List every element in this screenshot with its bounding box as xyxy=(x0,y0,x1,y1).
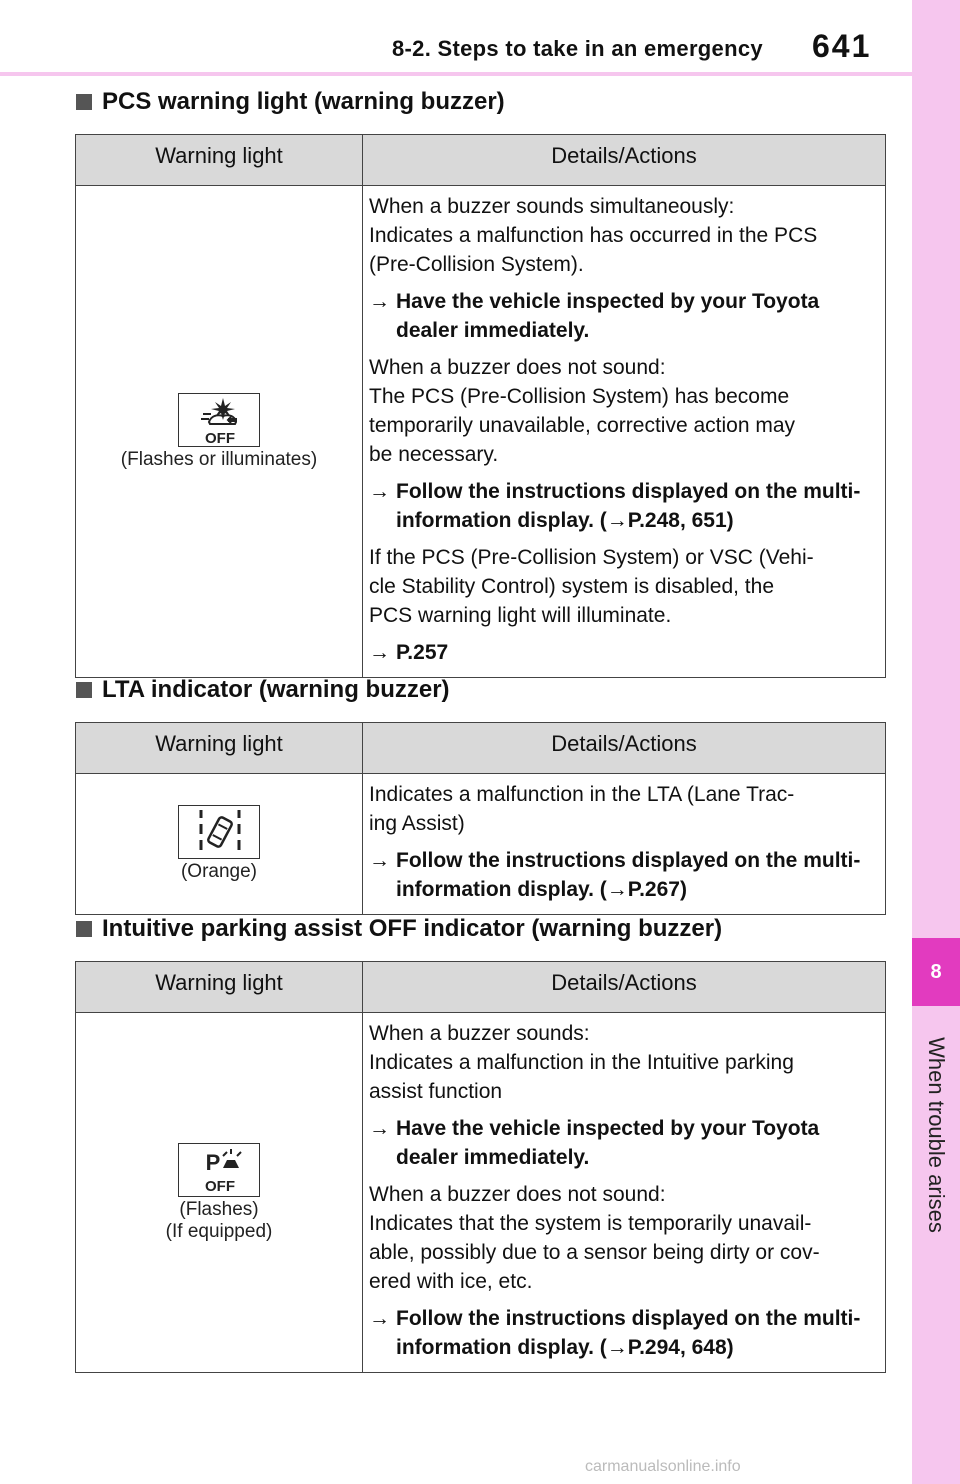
detail-line: PCS warning light will illuminate. xyxy=(369,604,672,627)
icon-off-label: OFF xyxy=(205,429,235,447)
warning-table xyxy=(75,722,886,915)
detail-line: able, possibly due to a sensor being dirty or cov- xyxy=(369,1241,820,1264)
detail-line: When a buzzer does not sound: xyxy=(369,1183,666,1206)
column-header: Details/Actions xyxy=(363,135,886,186)
detail-line: Indicates a malfunction has occurred in the PCS xyxy=(369,224,818,247)
action-item xyxy=(369,846,881,904)
detail-line: Indicates a malfunction in the LTA (Lane Trac- xyxy=(369,783,795,806)
action-text: Follow the instructions displayed on the multi-information display. (→P.294, 648) xyxy=(396,1307,861,1359)
detail-line: assist function xyxy=(369,1080,503,1103)
warning-table xyxy=(75,961,886,1373)
details-cell xyxy=(363,774,886,915)
detail-line: be necessary. xyxy=(369,443,499,466)
arrow-icon: → xyxy=(369,480,390,503)
icon-off-label: OFF xyxy=(205,1177,235,1195)
detail-line: When a buzzer does not sound: xyxy=(369,356,666,379)
icon-caption: (Flashes) xyxy=(179,1198,259,1220)
column-header: Warning light xyxy=(76,723,363,774)
action-text: Have the vehicle inspected by your Toyota dealer immediately. xyxy=(396,290,820,342)
detail-paragraph xyxy=(369,780,881,838)
action-item xyxy=(369,477,881,535)
running-header: 8-2. Steps to take in an emergency xyxy=(392,36,763,61)
details-cell xyxy=(363,186,886,678)
side-tab xyxy=(912,74,960,1484)
detail-paragraph xyxy=(369,1019,881,1106)
watermark: carmanualsonline.info xyxy=(585,1458,741,1475)
warning-light-cell xyxy=(76,186,363,678)
detail-line: The PCS (Pre-Collision System) has become xyxy=(369,385,790,408)
detail-line: temporarily unavailable, corrective action may xyxy=(369,414,796,437)
details-cell xyxy=(363,1013,886,1373)
detail-line: ing Assist) xyxy=(369,812,465,835)
section-heading: Intuitive parking assist OFF indicator (warning buzzer) xyxy=(76,915,722,943)
header-rule xyxy=(0,72,912,76)
warning-light-cell xyxy=(76,774,363,915)
detail-line: When a buzzer sounds simultaneously: xyxy=(369,195,735,218)
warning-table xyxy=(75,134,886,678)
detail-paragraph xyxy=(369,543,881,630)
section-heading: LTA indicator (warning buzzer) xyxy=(76,676,450,704)
warning-light-cell xyxy=(76,1013,363,1373)
detail-line: cle Stability Control) system is disabled, the xyxy=(369,575,774,598)
header-tab-corner xyxy=(912,0,960,74)
column-header: Details/Actions xyxy=(363,723,886,774)
action-item xyxy=(369,1304,881,1362)
pcs-off-icon xyxy=(178,393,260,447)
detail-line: ered with ice, etc. xyxy=(369,1270,533,1293)
icon-caption: (Orange) xyxy=(180,861,258,882)
detail-paragraph xyxy=(369,353,881,469)
icon-caption: (Flashes or illuminates) xyxy=(120,448,318,470)
arrow-icon: → xyxy=(369,849,390,872)
arrow-icon: → xyxy=(369,1307,390,1330)
bullet-square xyxy=(76,682,92,698)
lta-icon xyxy=(178,805,260,859)
column-header: Warning light xyxy=(76,135,363,186)
section-heading: PCS warning light (warning buzzer) xyxy=(76,88,505,116)
action-text: Follow the instructions displayed on the multi-information display. (→P.267) xyxy=(396,849,861,901)
action-text: Follow the instructions displayed on the multi-information display. (→P.248, 651) xyxy=(396,480,861,532)
arrow-icon: → xyxy=(369,1117,390,1140)
detail-line: If the PCS (Pre-Collision System) or VSC (Vehi- xyxy=(369,546,814,569)
arrow-icon: → xyxy=(369,641,390,664)
detail-line: (Pre-Collision System). xyxy=(369,253,584,276)
bullet-square xyxy=(76,94,92,110)
column-header: Warning light xyxy=(76,962,363,1013)
arrow-icon: → xyxy=(369,290,390,313)
svg-text:P: P xyxy=(205,1149,221,1175)
action-item xyxy=(369,638,881,667)
action-item xyxy=(369,287,881,345)
chapter-title: When trouble arises xyxy=(924,1037,949,1233)
action-item xyxy=(369,1114,881,1172)
icon-caption-secondary: (If equipped) xyxy=(165,1220,273,1242)
detail-paragraph xyxy=(369,192,881,279)
chapter-number-badge: 8 xyxy=(912,938,960,1006)
column-header: Details/Actions xyxy=(363,962,886,1013)
page-number: 641 xyxy=(812,28,872,64)
detail-line: Indicates a malfunction in the Intuitive parking xyxy=(369,1051,794,1074)
detail-line: When a buzzer sounds: xyxy=(369,1022,590,1045)
action-text: Have the vehicle inspected by your Toyota dealer immediately. xyxy=(396,1117,820,1169)
detail-line: Indicates that the system is temporarily unavail- xyxy=(369,1212,812,1235)
bullet-square xyxy=(76,921,92,937)
detail-paragraph xyxy=(369,1180,881,1296)
parking-assist-off-icon xyxy=(178,1143,260,1197)
action-text: P.257 xyxy=(396,641,449,664)
